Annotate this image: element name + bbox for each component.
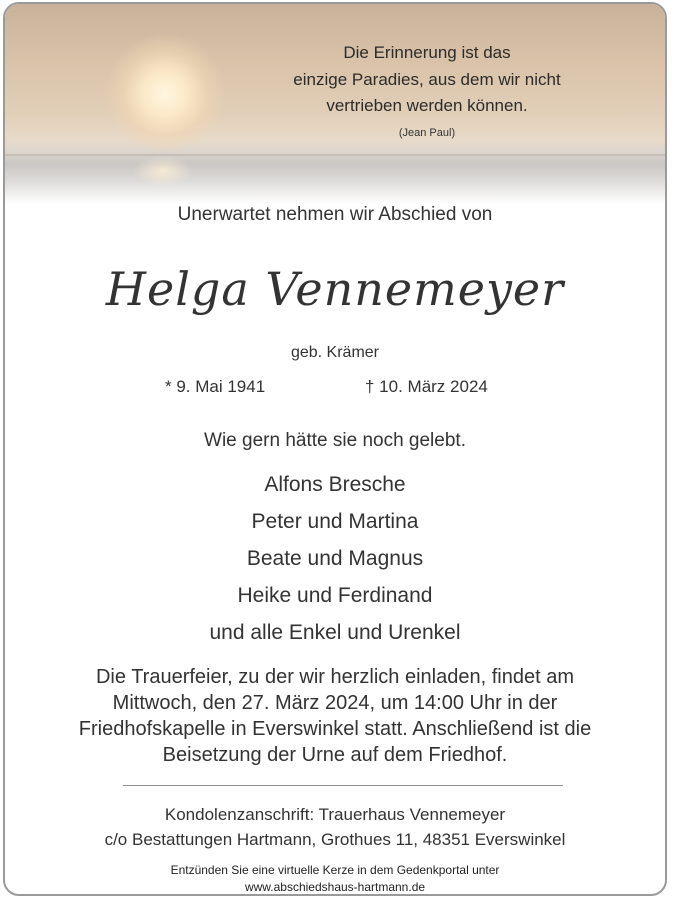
intro-text: Unerwartet nehmen wir Abschied von xyxy=(177,204,493,225)
candle-notice xyxy=(5,862,665,896)
quote-line: vertrieben werden können. xyxy=(326,96,528,115)
announcement-line: Die Trauerfeier, zu der wir herzlich einladen, findet am xyxy=(95,666,574,688)
condolence-line: c/o Bestattungen Hartmann, Grothues 11, 48351 Everswinkel xyxy=(104,830,566,849)
candle-text: Entzünden Sie eine virtuelle Kerze in dem Gedenkportal unter xyxy=(170,863,500,877)
obituary-card xyxy=(3,2,667,896)
death-date: † 10. März 2024 xyxy=(365,377,488,396)
condolence-address xyxy=(5,802,665,852)
mourner-entry: Alfons Bresche xyxy=(264,473,406,496)
motto-text: Wie gern hätte sie noch gelebt. xyxy=(204,430,466,451)
deceased-name: Helga Vennemeyer xyxy=(105,262,565,316)
mourner-entry: Peter und Martina xyxy=(251,510,419,533)
divider xyxy=(123,785,563,786)
sun-reflection xyxy=(133,156,193,186)
funeral-announcement xyxy=(5,664,665,768)
birth-date: * 9. Mai 1941 xyxy=(165,377,266,396)
mourners-list xyxy=(5,466,665,651)
condolence-line: Kondolenzanschrift: Trauerhaus Vennemeyer xyxy=(164,805,506,824)
announcement-line: Friedhofskapelle in Everswinkel statt. Anschließend ist die xyxy=(78,718,592,740)
announcement-line: Mittwoch, den 27. März 2024, um 14:00 Uhr in der xyxy=(112,692,558,714)
maiden-name: geb. Krämer xyxy=(290,344,380,361)
mourner-entry: Heike und Ferdinand xyxy=(237,584,433,607)
sun-glow xyxy=(105,34,225,154)
mourner-entry: Beate und Magnus xyxy=(246,547,424,570)
quote-line: Die Erinnerung ist das xyxy=(343,43,511,62)
quote-author: (Jean Paul) xyxy=(398,126,456,139)
horizon-line xyxy=(5,154,665,156)
memorial-portal-link[interactable]: www.abschiedshaus-hartmann.de xyxy=(244,880,426,894)
quote-block xyxy=(267,40,587,139)
mourner-entry: und alle Enkel und Urenkel xyxy=(209,621,461,644)
quote-line: einzige Paradies, aus dem wir nicht xyxy=(293,69,561,89)
announcement-line: Beisetzung der Urne auf dem Friedhof. xyxy=(162,744,508,766)
